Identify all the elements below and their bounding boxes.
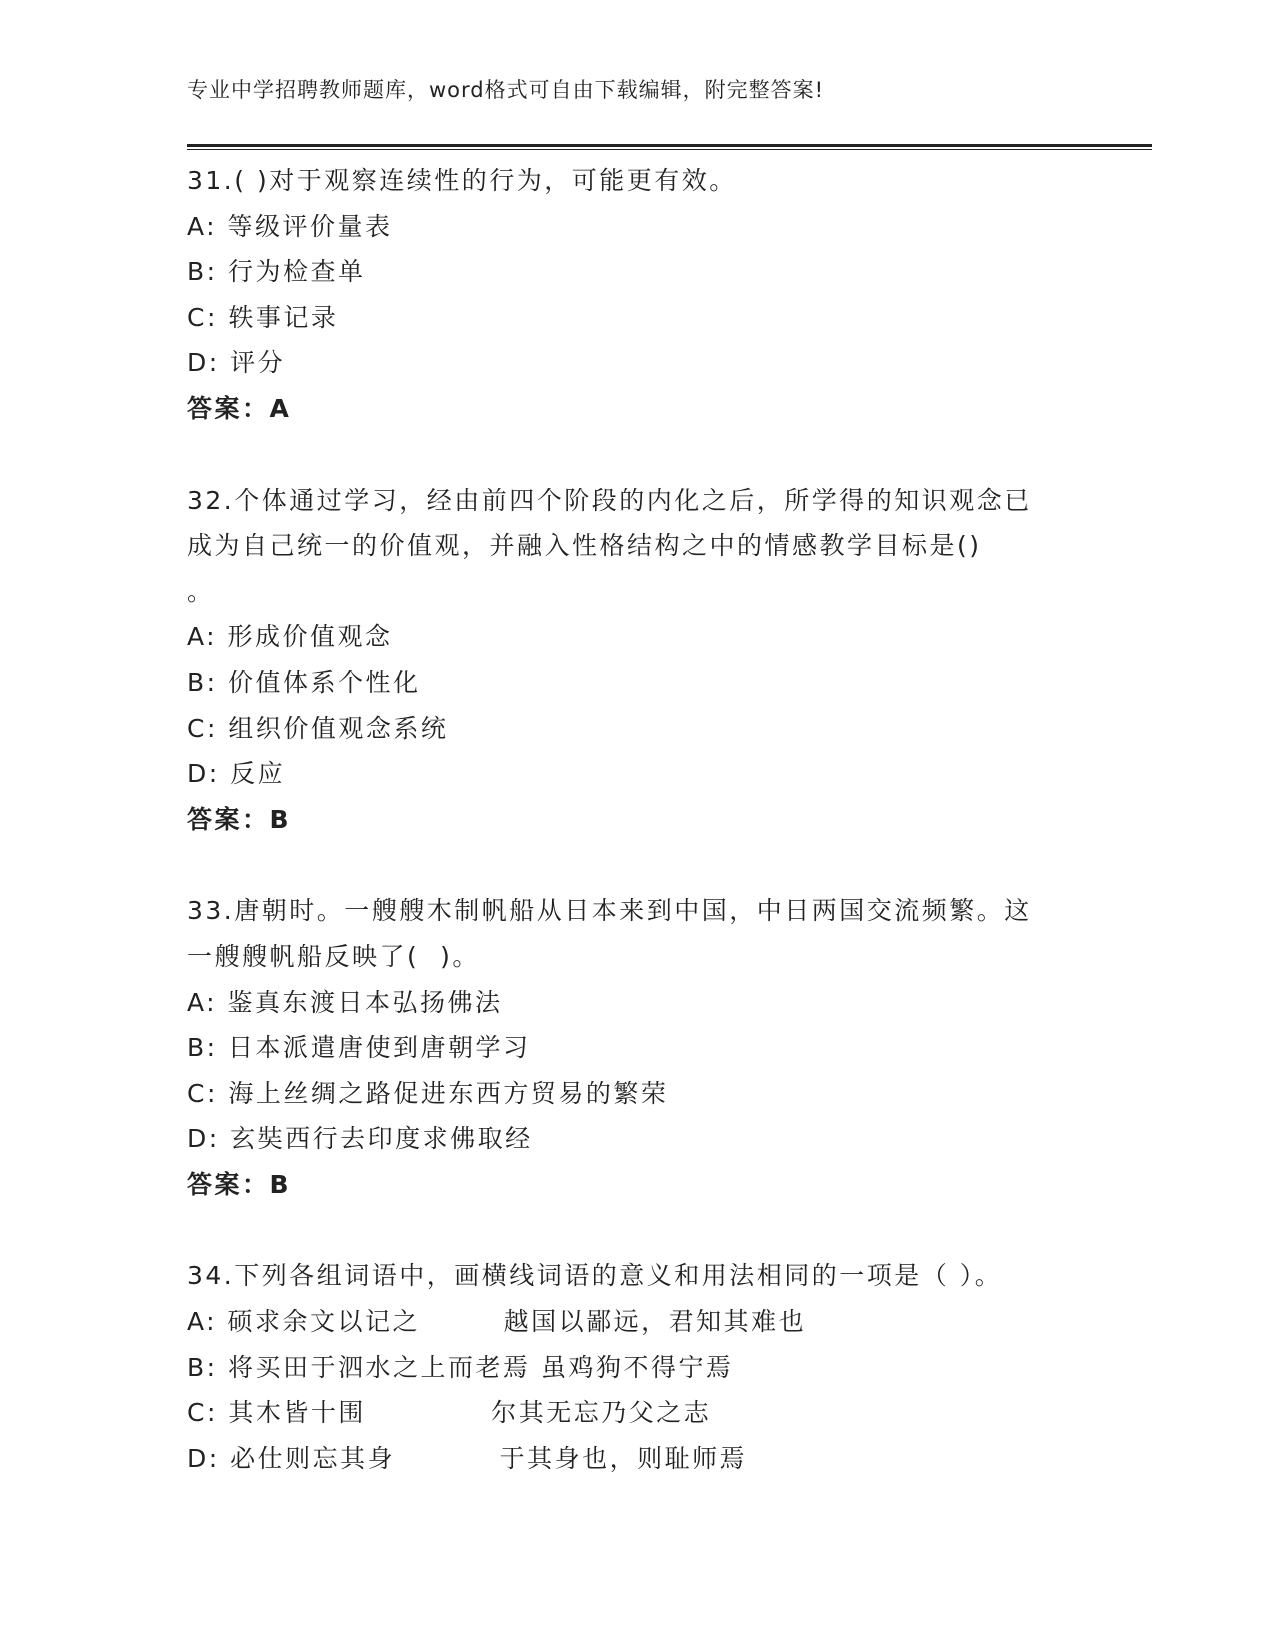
option-c: C: 轶事记录 [187,302,339,332]
option-a: A: 等级评价量表 [187,211,393,241]
page-header: 专业中学招聘教师题库，word格式可自由下载编辑，附完整答案! [187,78,825,102]
question-32 [187,478,1147,843]
question-33 [187,888,1147,1207]
question-stem-line: 34.下列各组词语中，画横线词语的意义和用法相同的一项是（ ）。 [187,1261,1003,1291]
question-31 [187,158,1147,432]
question-stem-line: 。 [187,576,215,606]
question-stem-line: 31.( )对于观察连续性的行为，可能更有效。 [187,166,737,195]
option-d: D: 玄奘西行去印度求佛取经 [187,1124,533,1154]
answer-line: 答案：B [187,1169,292,1199]
answer-line: 答案：B [187,804,292,834]
header-rule [187,144,1152,150]
option-b: B: 日本派遣唐使到唐朝学习 [187,1033,531,1063]
header-rule-thick [187,144,1152,147]
option-d: D: 必仕则忘其身 于其身也，则耻师焉 [187,1443,748,1473]
question-list [187,158,1147,1481]
question-34 [187,1253,1147,1481]
option-b: B: 行为检查单 [187,257,366,287]
option-a: A: 硕求余文以记之 越国以鄙远，君知其难也 [187,1307,807,1337]
answer-line: 答案：A [187,393,292,423]
option-a: A: 形成价值观念 [187,622,393,652]
question-stem-line: 成为自己统一的价值观，并融入性格结构之中的情感教学目标是() [187,531,982,561]
option-c: C: 组织价值观念系统 [187,713,449,743]
option-b: B: 将买田于泗水之上而老焉 虽鸡狗不得宁焉 [187,1352,734,1382]
option-a: A: 鉴真东渡日本弘扬佛法 [187,987,503,1017]
question-stem-line: 一艘艘帆船反映了( )。 [187,941,480,971]
option-d: D: 反应 [187,759,286,789]
option-b: B: 价值体系个性化 [187,667,421,697]
question-stem-line: 32.个体通过学习，经由前四个阶段的内化之后，所学得的知识观念已 [187,485,1032,515]
option-c: C: 海上丝绸之路促进东西方贸易的繁荣 [187,1078,669,1108]
header-rule-thin [187,149,1152,150]
question-stem-line: 33.唐朝时。一艘艘木制帆船从日本来到中国，中日两国交流频繁。这 [187,896,1032,926]
option-c: C: 其木皆十围 尔其无忘乃父之志 [187,1398,712,1428]
option-d: D: 评分 [187,348,286,378]
